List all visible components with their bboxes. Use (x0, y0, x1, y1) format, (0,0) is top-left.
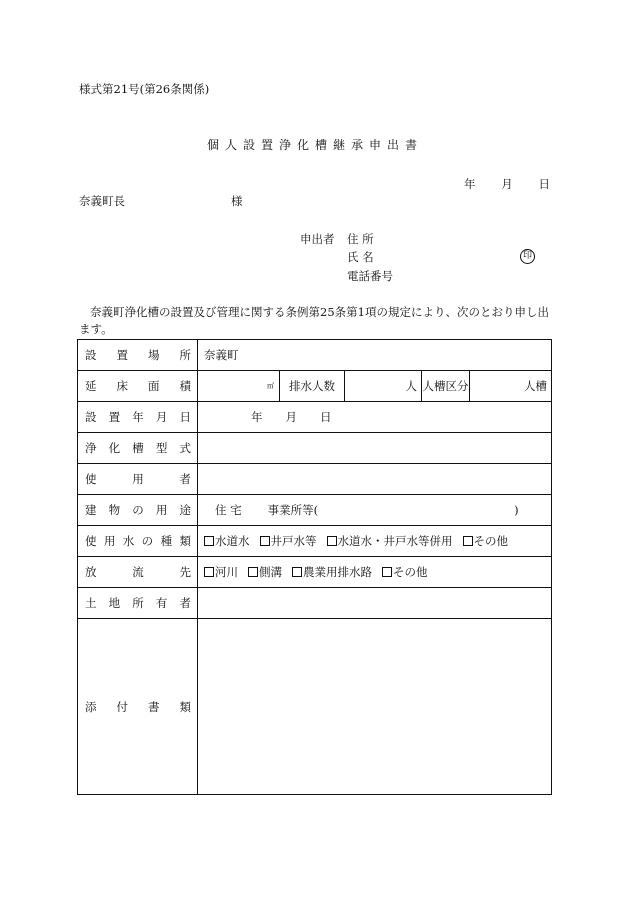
address-label: 住 所 (347, 232, 374, 246)
form-number: 様式第21号(第26条関係) (79, 82, 210, 96)
label-char: 積 (179, 379, 191, 393)
checkbox-option[interactable] (292, 565, 372, 579)
option-label: 水道水 (215, 534, 250, 548)
application-form-table (77, 339, 552, 795)
label-char: 使 (85, 534, 97, 548)
label-char: 式 (179, 441, 191, 455)
label-char: 置 (108, 410, 121, 424)
document-title: 個人設置浄化槽継承申出書 (206, 138, 423, 152)
table-row (78, 371, 552, 402)
floor-area-label (85, 378, 191, 394)
label-char: の (132, 503, 144, 517)
label-char: 用 (103, 534, 116, 548)
label-char: 化 (108, 441, 121, 455)
checkbox-icon (327, 536, 337, 546)
addressee: 奈義町長 (79, 194, 125, 208)
building-use-field[interactable] (198, 495, 552, 526)
label-char: 者 (179, 472, 191, 486)
table-row (78, 619, 552, 795)
label-char: 所 (179, 348, 191, 362)
label-char: 放 (85, 565, 97, 579)
checkbox-option[interactable] (260, 534, 317, 548)
user-label (85, 471, 191, 487)
table-row (78, 495, 552, 526)
tank-model-label (85, 440, 191, 456)
checkbox-icon (382, 567, 392, 577)
label-char: 種 (160, 534, 173, 548)
day-label: 日 (538, 177, 550, 191)
label-char: 使 (85, 472, 97, 486)
checkbox-option[interactable] (463, 534, 509, 548)
label-char: 面 (148, 379, 160, 393)
install-day: 日 (320, 410, 332, 424)
checkbox-option[interactable] (327, 534, 453, 548)
label-char: 設 (85, 410, 97, 424)
label-char: 型 (155, 441, 168, 455)
option-label: 水道水・井戸水等併用 (337, 534, 453, 548)
table-row (78, 340, 552, 371)
label-char: の (141, 534, 154, 548)
building-use-label (85, 502, 191, 518)
label-char: 月 (155, 410, 168, 424)
checkbox-option[interactable] (382, 565, 428, 579)
checkbox-icon (204, 567, 214, 577)
option-label: その他 (473, 534, 508, 548)
tank-unit: 人槽 (524, 379, 547, 393)
label-char: 設 (85, 348, 97, 362)
seal-mark: 印 (520, 249, 535, 264)
label-char: 者 (179, 596, 191, 610)
checkbox-option[interactable] (248, 565, 282, 579)
phone-label: 電話番号 (347, 269, 393, 283)
label-char: 類 (179, 534, 191, 548)
close-paren: ) (514, 503, 519, 517)
checkbox-option[interactable] (204, 534, 250, 548)
label-char: 地 (108, 596, 121, 610)
tank-class-label: 人槽区分 (421, 371, 469, 401)
land-owner-field[interactable] (198, 588, 552, 619)
label-char: 水 (122, 534, 135, 548)
table-row (78, 433, 552, 464)
floor-area-row (198, 371, 551, 401)
date-line (464, 176, 550, 192)
label-char: 付 (116, 699, 128, 714)
discharge-options (198, 557, 552, 588)
checkbox-option[interactable] (204, 565, 238, 579)
label-char: 流 (132, 565, 144, 579)
attachments-field[interactable] (198, 619, 552, 795)
label-char: 用 (132, 472, 144, 486)
sqm-unit: ㎡ (267, 382, 274, 390)
option-label: その他 (393, 565, 428, 579)
install-month: 月 (285, 410, 297, 424)
discharge-label (85, 564, 191, 580)
label-char: 槽 (132, 441, 144, 455)
option-label: 農業用排水路 (303, 565, 372, 579)
checkbox-icon (260, 536, 270, 546)
label-char: 途 (179, 503, 191, 517)
checkbox-icon (463, 536, 473, 546)
install-date-label (85, 409, 191, 425)
label-char: 先 (179, 565, 191, 579)
location-value[interactable]: 奈義町 (198, 340, 552, 371)
label-char: 添 (85, 699, 97, 714)
label-char: 土 (85, 596, 97, 610)
table-row (78, 464, 552, 495)
label-char: 建 (85, 503, 97, 517)
year-label: 年 (464, 177, 476, 191)
label-char: 置 (116, 348, 128, 362)
house-option: 住 宅 (215, 503, 242, 517)
people-unit: 人 (405, 379, 417, 393)
land-owner-label (85, 595, 191, 611)
user-field[interactable] (198, 464, 552, 495)
label-char: 日 (179, 410, 191, 424)
label-char: 書 (148, 699, 160, 714)
tank-class-field[interactable] (469, 371, 551, 401)
location-label (85, 347, 191, 363)
month-label: 月 (501, 177, 513, 191)
checkbox-icon (248, 567, 258, 577)
checkbox-icon (292, 567, 302, 577)
option-label: 井戸水等 (270, 534, 317, 548)
floor-area-field[interactable] (198, 371, 279, 401)
label-char: 類 (179, 699, 191, 714)
applicant-label: 申出者 (300, 232, 335, 246)
table-row (78, 557, 552, 588)
table-row (78, 526, 552, 557)
label-char: 年 (132, 410, 144, 424)
drain-people-field[interactable] (344, 371, 421, 401)
location-label-cell (78, 340, 198, 371)
name-label: 氏 名 (347, 250, 374, 264)
option-label: 側溝 (259, 565, 282, 579)
label-char: 有 (155, 596, 168, 610)
checkbox-icon (204, 536, 214, 546)
install-year: 年 (251, 410, 263, 424)
water-type-label (85, 533, 191, 549)
option-label: 河川 (215, 565, 238, 579)
honorific: 様 (231, 194, 243, 208)
statement-text: 奈義町浄化槽の設置及び管理に関する条例第25条第1項の規定により、次のとおり申し出ます。 (79, 305, 549, 336)
table-row (78, 588, 552, 619)
attachments-label (85, 699, 191, 715)
label-char: 物 (108, 503, 121, 517)
table-row (78, 402, 552, 433)
label-char: 浄 (85, 441, 97, 455)
label-char: 床 (116, 379, 128, 393)
tank-model-field[interactable] (198, 433, 552, 464)
business-option: 事業所等( (267, 503, 319, 517)
label-char: 延 (85, 379, 97, 393)
label-char: 用 (155, 503, 168, 517)
label-char: 所 (132, 596, 144, 610)
water-type-options (198, 526, 552, 557)
label-char: 場 (148, 348, 160, 362)
drain-people-label: 排水人数 (279, 371, 344, 401)
install-date-field[interactable] (198, 402, 552, 433)
